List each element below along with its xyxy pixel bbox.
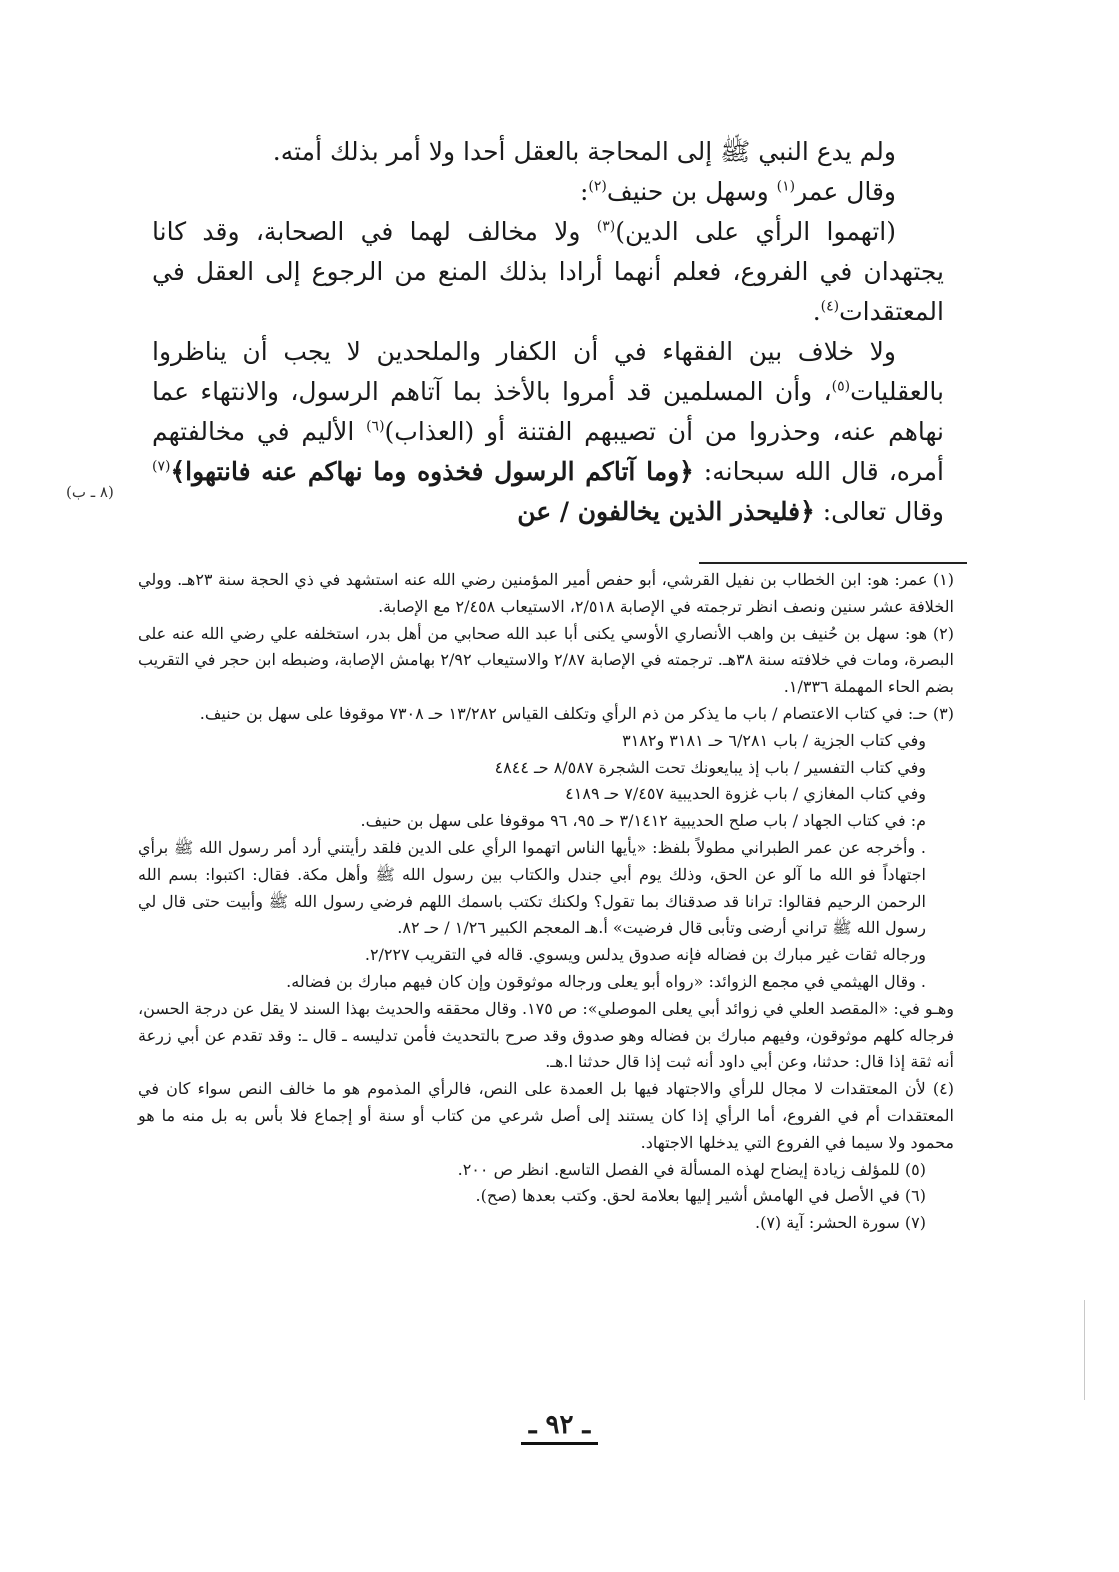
- footnote-5: (٥) للمؤلف زيادة إيضاح لهذه المسألة في الفصل التاسع. انظر ص ٢٠٠.: [457, 1159, 926, 1179]
- footnote-2: (٢) هو: سهل بن حُنيف بن واهب الأنصاري الأوسي يكنى أبا عبد الله صحابي من أهل بدر، استخلفه علي رضي الله عنه على البصرة، ومات في خلافته سنة ٣٨هـ. ترجمته في الإصابة ٢/٨٧ والاستيعاب ٢/٩٢ بهامش الإصابة، وضبطه ابن حجر في التقريب بضم الحاء المهملة ١/٣٣٦.: [138, 623, 955, 697]
- footnote-ref: (٦): [366, 418, 385, 435]
- page-number: ـ ٩٢ ـ: [0, 1410, 1119, 1440]
- main-line-1: ولم يدع النبي ﷺ إلى المحاجة بالعقل أحدا ولا أمر بذلك أمته.: [272, 137, 896, 166]
- footnote-4: (٤) لأن المعتقدات لا مجال للرأي والاجتهاد فيها بل العمدة على النص، فالرأي المذموم هو ما خالف النص سواء كان في المعتقدات أم في الفروع، أما الرأي إذا كان يستند إلى أصل شرعي من كتاب أو سنة أو إجماع فلا بأس به بل منه ما هو محمود ولا سيما في الفروع التي يدخلها الاجتهاد.: [138, 1079, 955, 1152]
- main-paragraph-3: (اتهموا الرأي على الدين)$^{(٣)}$ ولا مخالف لهما في الصحابة، وقد كانا يجتهدان في الفروع، فعلم أنهما أرادا بذلك المنع من الرجوع إلى العقل في المعتقدات$^{(٤)}$.: [152, 217, 944, 326]
- footnote-6: (٦) في الأصل في الهامش أشير إليها بعلامة لحق. وكتب بعدها (صح).: [475, 1186, 926, 1206]
- footnote-3-note: . وقال الهيثمي في مجمع الزوائد: «رواه أبو يعلى ورجاله موثوقون وإن كان فيهم مبارك بن فضاله.: [286, 971, 926, 991]
- footnote-3-note: . وأخرجه عن عمر الطبراني مطولاً بلفظ: «يأيها الناس اتهموا الرأي على الدين فلقد رأيتني أرد أمر رسول الله ﷺ برأي اجتهاداً فو الله ما آلو عن الحق، وذلك يوم أبي جندل والكتاب بين رسول الله ﷺ وأهل مكة. فقال: اكتبوا: بسم الله الرحمن الرحيم فقالوا: ترانا قد صدقناك بما تقول؟ ولكنك تكتب باسمك اللهم فرضي رسول الله ﷺ وأبيت حتى قال لي رسول الله ﷺ تراني أرضى وتأبى قال فرضيت» أ.هـ المعجم الكبير ١/٢٦ / حـ ٨٢.: [138, 837, 926, 938]
- main-text: [152, 132, 944, 532]
- footnote-7: (٧) سورة الحشر: آية (٧).: [755, 1213, 926, 1233]
- footnote-ref: (٤): [820, 298, 840, 315]
- footnote-1: (١) عمر: هو: ابن الخطاب بن نفيل القرشي، أبو حفص أمير المؤمنين رضي الله عنه استشهد في ذي الحجة سنة ٢٣هـ. وولي الخلافة عشر سنين ونصف انظر ترجمته في الإصابة ٢/٥١٨، الاستيعاب ٢/٤٥٨ مع الإصابة.: [138, 570, 954, 616]
- footnote-3-source: وفي كتاب التفسير / باب إذ يبايعونك تحت الشجرة ٨/٥٨٧ حـ ٤٨٤٤: [494, 757, 926, 777]
- footnote-ref: (٢): [588, 178, 607, 195]
- scan-artifact: [1084, 1300, 1085, 1400]
- main-paragraph-4: ولا خلاف بين الفقهاء في أن الكفار والملحدين لا يجب أن يناظروا بالعقليات$^{(٥)}$، وأن المسلمين قد أمروا بالأخذ بما آتاهم الرسول، والانتهاء عما نهاهم عنه، وحذروا من أن تصيبهم الفتنة أو (العذاب)$^{(٦)}$ الأليم في مخالفتهم أمره، قال الله سبحانه: ﴿وما آتاكم الرسول فخذوه وما نهاكم عنه فانتهوا﴾$^{(٧)}$ وقال تعالى: ﴿فليحذر الذين يخالفون / عن: [152, 337, 944, 526]
- footnote-3-note: ورجاله ثقات غير مبارك بن فضاله فإنه صدوق يدلس ويسوي. قاله في التقريب ٢/٢٢٧.: [364, 945, 926, 965]
- footnote-ref: (٥): [831, 378, 851, 395]
- main-line-2: وقال عمر$^{(١)}$ وسهل بن حنيف$^{(٢)}$:: [579, 177, 896, 206]
- footnote-ref: (٣): [596, 218, 616, 235]
- quran-verse-1: ﴿وما آتاكم الرسول فخذوه وما نهاكم عنه فانتهوا﴾: [170, 457, 694, 486]
- footnote-3-source: وفي كتاب المغازي / باب غزوة الحديبية ٧/٤٥٧ حـ ٤١٨٩: [565, 784, 926, 804]
- footnote-ref: (١): [776, 178, 796, 195]
- footnote-3-source: م: في كتاب الجهاد / باب صلح الحديبية ٣/١٤١٢ حـ ٩٥، ٩٦ موقوفا على سهل بن حنيف.: [360, 811, 926, 831]
- footnotes: [138, 567, 966, 1237]
- footnote-ref: (٧): [152, 458, 171, 475]
- footnote-3-source: وفي كتاب الجزية / باب ٦/٢٨١ حـ ٣١٨١ و٣١٨٢: [622, 730, 926, 750]
- footnote-3: (٣) حـ: في كتاب الاعتصام / باب ما يذكر من ذم الرأي وتكلف القياس ١٣/٢٨٢ حـ ٧٣٠٨ موقوفا على سهل بن حنيف.: [199, 703, 954, 723]
- manuscript-folio-marker: (٨ ـ ب): [66, 483, 114, 501]
- footnote-3-note: وهـو في: «المقصد العلي في زوائد أبي يعلى الموصلي»: ص ١٧٥. وقال محققه والحديث بهذا السند لا يقل عن درجة الحسن، فرجاله كلهم موثوقون، وفيهم مبارك بن فضاله وهو صدوق وقد صرح بالتحديث فأمن تدليسه ـ قال ـ: وقد تقدم عن أبي زرعة أنه ثقة إذا قال: حدثنا، وعن أبي داود أنه ثبت إذا قال حدثنا ا.هـ.: [138, 998, 955, 1072]
- quran-verse-2: ﴿فليحذر الذين يخالفون / عن: [517, 497, 815, 526]
- footnote-separator: [699, 562, 967, 564]
